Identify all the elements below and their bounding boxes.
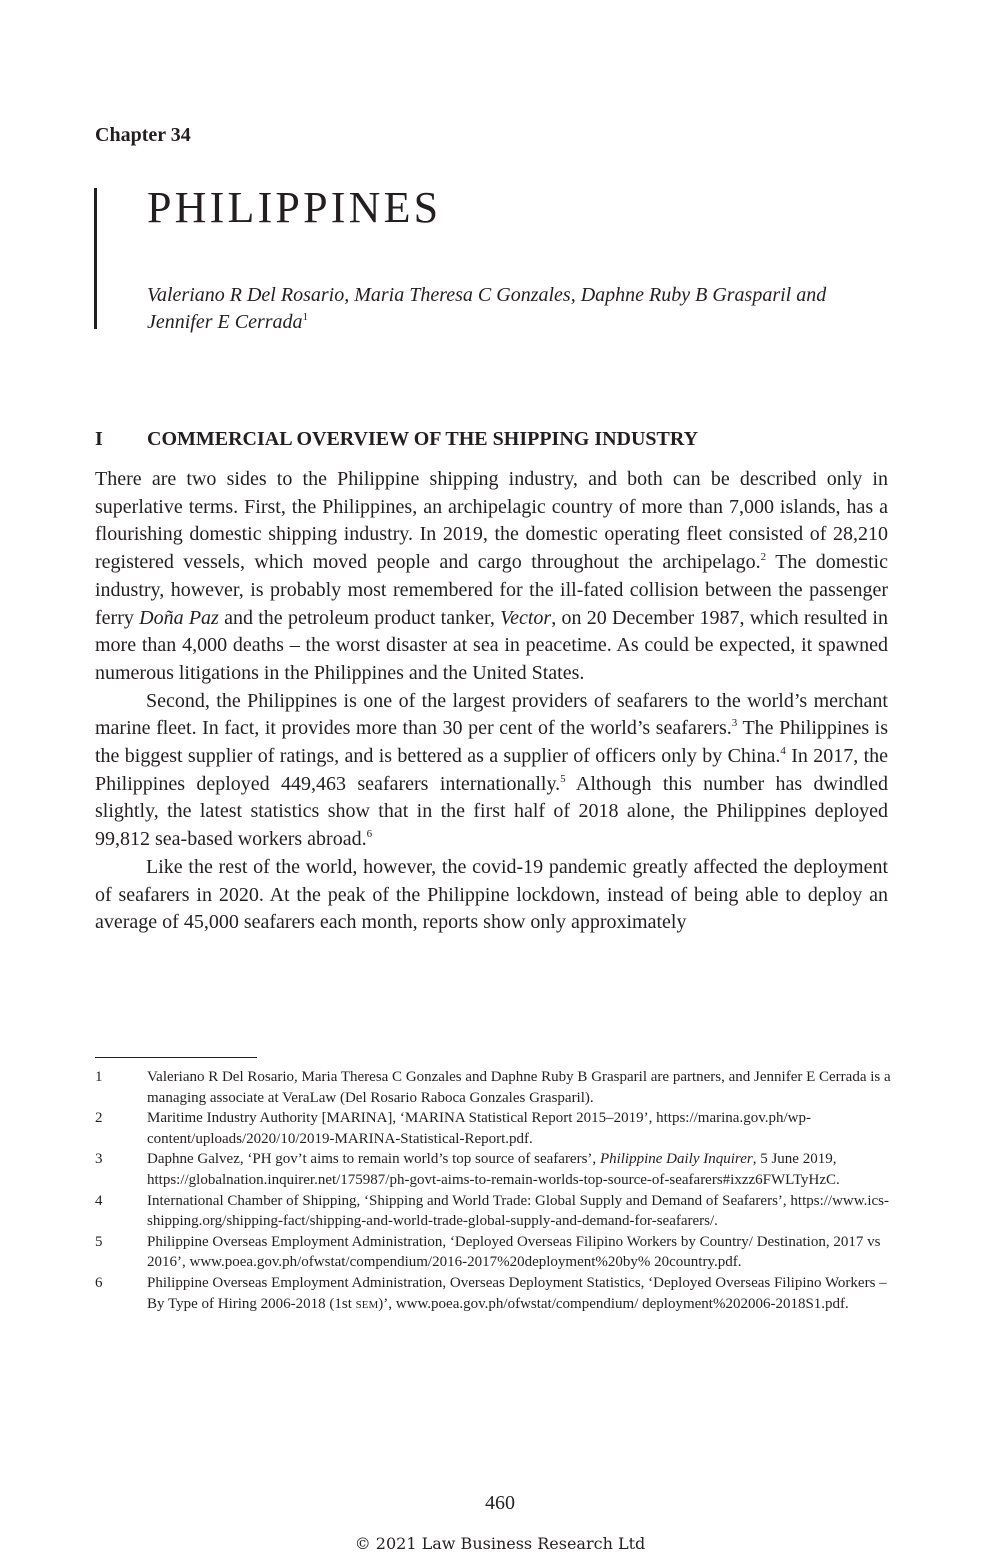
section-number: I (95, 428, 103, 450)
footnote-text-a: Daphne Galvez, ‘PH gov’t aims to remain world’s top source of seafarers’, (147, 1151, 600, 1168)
paragraph-3 (95, 854, 888, 937)
footnote-5 (95, 1232, 895, 1273)
authors (147, 282, 907, 336)
footnote-number: 3 (95, 1151, 103, 1168)
footnote-ref-5[interactable]: 5 (560, 772, 566, 785)
footnote-ref-4[interactable]: 4 (780, 745, 786, 758)
ferry-name: Doña Paz (139, 606, 219, 629)
page-number: 460 (485, 1492, 515, 1514)
footnote-number: 5 (95, 1233, 103, 1250)
p2-text-b: The Philippines is the biggest supplier of ratings, and is bettered as a supplier of officers only by China. (95, 717, 888, 768)
footnote-text: Valeriano R Del Rosario, Maria Theresa C Gonzales and Daphne Ruby B Grasparil are partners, and Jennifer E Cerrada is a managing associate at VeraLaw (Del Rosario Raboca Gonzales Grasparil). (147, 1069, 891, 1106)
p1-text-b: The domestic industry, however, is probably most remembered for the ill-fated collision between the passenger ferry (95, 551, 888, 629)
footnote-ref-6[interactable]: 6 (366, 828, 373, 841)
footnote-text-b[interactable]: , 5 June 2019, https://globalnation.inquirer.net/175987/ph-govt-aims-to-remain-worlds-top-source-of-seafarers#ixzz6FWLTyHzC. (147, 1151, 840, 1188)
paragraph-1 (95, 466, 888, 688)
p1-text-c: and the petroleum product tanker, (218, 606, 501, 629)
footnote-text-a: Philippine Overseas Employment Administration, Overseas Deployment Statistics, ‘Deployed Overseas Filipino Workers – By Type of Hiring 2006-2018 (1st (147, 1274, 887, 1312)
footnote-text-b[interactable]: )’, www.poea.gov.ph/ofwstat/compendium/ deployment%202006-2018S1.pdf. (378, 1295, 849, 1312)
footnote-smallcaps: sem (355, 1295, 379, 1312)
paragraph-2 (95, 688, 888, 854)
copyright-notice: © 2021 Law Business Research Ltd (354, 1534, 646, 1553)
footnote-divider (95, 1057, 257, 1058)
footnote-2 (95, 1108, 895, 1149)
p2-text-c: In 2017, the Philippines deployed 449,463 seafarers internationally. (95, 745, 889, 795)
footnote-publication: Philippine Daily Inquirer (599, 1151, 753, 1168)
chapter-title: PHILIPPINES (147, 183, 442, 232)
body-text (95, 466, 888, 937)
footnote-number: 4 (95, 1192, 103, 1209)
footnote-ref-2[interactable]: 2 (760, 551, 767, 564)
p2-text-d: Although this number has dwindled slightly, the latest statistics show that in the first half of 2018 alone, the Philippines deployed 99,812 sea-based workers abroad. (95, 772, 888, 851)
footnote-number: 1 (95, 1069, 103, 1085)
footnote-6 (95, 1273, 895, 1314)
p3-text-a: Like the rest of the world, however, the covid-19 pandemic greatly affected the deployment of seafarers in 2020. At the peak of the Philippine lockdown, instead of being able to deploy an average of 45,000 seafarers each month, reports show only approximately (95, 855, 888, 934)
footnotes (95, 1067, 895, 1314)
tanker-name: Vector (500, 606, 552, 629)
footnote-3 (95, 1149, 895, 1190)
authors-footnote-ref[interactable]: 1 (302, 311, 309, 323)
title-rule (94, 188, 97, 329)
chapter-label: Chapter 34 (95, 124, 191, 146)
footnote-ref-3[interactable]: 3 (731, 717, 738, 730)
p2-text-a: Second, the Philippines is one of the largest providers of seafarers to the world’s merchant marine fleet. In fact, it provides more than 30 per cent of the world’s seafarers. (95, 689, 888, 740)
footnote-4 (95, 1191, 895, 1232)
p1-text-d: , on 20 December 1987, which resulted in more than 4,000 deaths – the worst disaster at sea in peacetime. As could be expected, it spawned numerous litigations in the Philippines and the United States. (95, 606, 888, 684)
footnote-number: 2 (95, 1110, 103, 1127)
section-title: COMMERCIAL OVERVIEW OF THE SHIPPING INDUSTRY (147, 428, 699, 450)
authors-line-1: Valeriano R Del Rosario, Maria Theresa C Gonzales, Daphne Ruby B Grasparil and (147, 284, 827, 306)
footnote-text[interactable]: Maritime Industry Authority [MARINA], ‘MARINA Statistical Report 2015–2019’, https://marina.gov.ph/wp-content/uploads/2020/10/2019-MARINA-Statistical-Report.pdf. (147, 1110, 811, 1147)
footnote-text[interactable]: International Chamber of Shipping, ‘Shipping and World Trade: Global Supply and Demand of Seafarers’, https://www.ics-shipping.org/shipping-fact/shipping-and-world-trade-global-supply-and-demand-for-seafarers/. (147, 1192, 890, 1230)
footnote-text[interactable]: Philippine Overseas Employment Administration, ‘Deployed Overseas Filipino Workers by Country/ Destination, 2017 vs 2016’, www.poea.gov.ph/ofwstat/compendium/2016-2017%20deployment%20by% 20country.pdf. (147, 1233, 881, 1271)
footnote-number: 6 (95, 1274, 103, 1291)
p1-text-a: There are two sides to the Philippine shipping industry, and both can be described only in superlative terms. First, the Philippines, an archipelagic country of more than 7,000 islands, has a flourishing domestic shipping industry. In 2019, the domestic operating fleet consisted of 28,210 registered vessels, which moved people and cargo throughout the archipelago. (95, 468, 888, 574)
authors-line-2: Jennifer E Cerrada (147, 311, 303, 333)
footnote-1 (95, 1067, 895, 1108)
